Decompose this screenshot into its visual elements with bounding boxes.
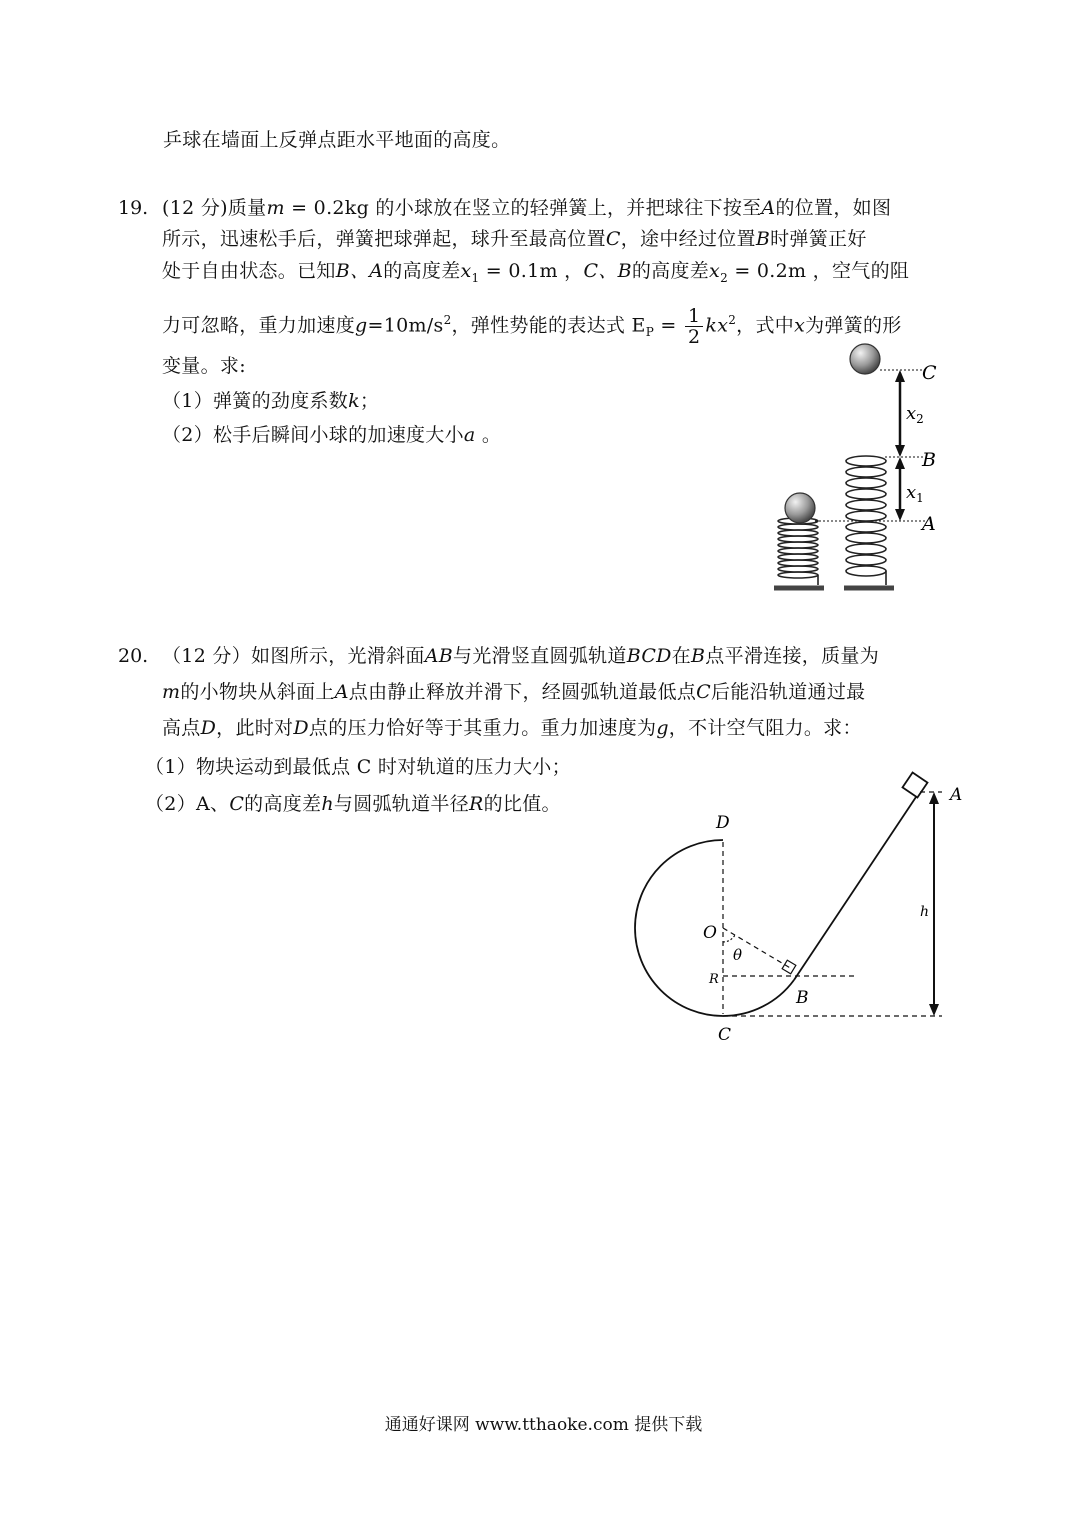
q20-number: 20. [118,645,149,667]
label-d: D [716,813,730,833]
q20-line-2: m的小物块从斜面上A点由静止释放并滑下，经圆弧轨道最低点C后能沿轨道通过最 [162,681,866,703]
q19-line-3: 处于自由状态。已知B、A的高度差$x_1 = 0.1m$ ，C、B的高度差$x_2 = 0.2m$ ，空气的阻 [162,260,910,285]
block-at-a [903,773,928,798]
page-footer: 通通好课网 www.tthaoke.com 提供下载 [384,1415,703,1435]
ball-at-c [850,344,880,374]
incline-ab [794,794,918,980]
spring-diagram [760,335,960,600]
label-o: O [703,923,717,943]
label-r: R [709,972,719,987]
q20-subquestion-2: （2）A、C的高度差h与圆弧轨道半径R的比值。 [145,793,561,815]
track-diagram [620,770,980,1050]
label-c: C [718,1025,732,1045]
q19-subquestion-1: （1）弹簧的劲度系数k； [162,390,380,412]
q20-line-3: 高点D，此时对D点的压力恰好等于其重力。重力加速度为g，不计空气阻力。求： [162,717,862,739]
label-x2: $x_2$ [906,403,924,426]
label-h: h [920,904,930,920]
label-c: C [922,362,937,384]
q19-line-4: 力可忽略，重力加速度$g=10m/s^2$，弹性势能的表达式 $E_P$ = $\frac{1}{2}$ $kx^2$，式中x为弹簧的形 [162,304,902,348]
q20-line-1: （12 分）如图所示，光滑斜面AB与光滑竖直圆弧轨道BCD在B点平滑连接，质量为 [162,645,879,667]
ball-at-a [785,493,815,523]
label-a: A [950,785,963,805]
label-b: B [796,988,809,1008]
q19-number: 19. [118,197,149,219]
q19-subquestion-2: （2）松手后瞬间小球的加速度大小a 。 [162,424,502,446]
q19-line-2: 所示，迅速松手后，弹簧把球弹起，球升至最高位置C，途中经过位置B时弹簧正好 [162,228,867,250]
fraction-one-half: $\frac{1}{2}$ [685,306,703,347]
continued-question-text: 乒球在墙面上反弹点距水平地面的高度。 [163,129,511,151]
compressed-spring [778,518,818,585]
q20-subquestion-1: （1）物块运动到最低点 C 时对轨道的压力大小； [145,756,571,778]
q19-line-5: 变量。求: [162,355,246,377]
label-b: B [922,449,936,471]
label-a: A [922,513,936,535]
label-x1: $x_1$ [906,482,924,505]
q19-line-1: (12 分)质量m = 0.2kg 的小球放在竖立的轻弹簧上，并把球往下按至A的位置，如图 [162,197,892,219]
label-theta: θ [733,946,743,964]
